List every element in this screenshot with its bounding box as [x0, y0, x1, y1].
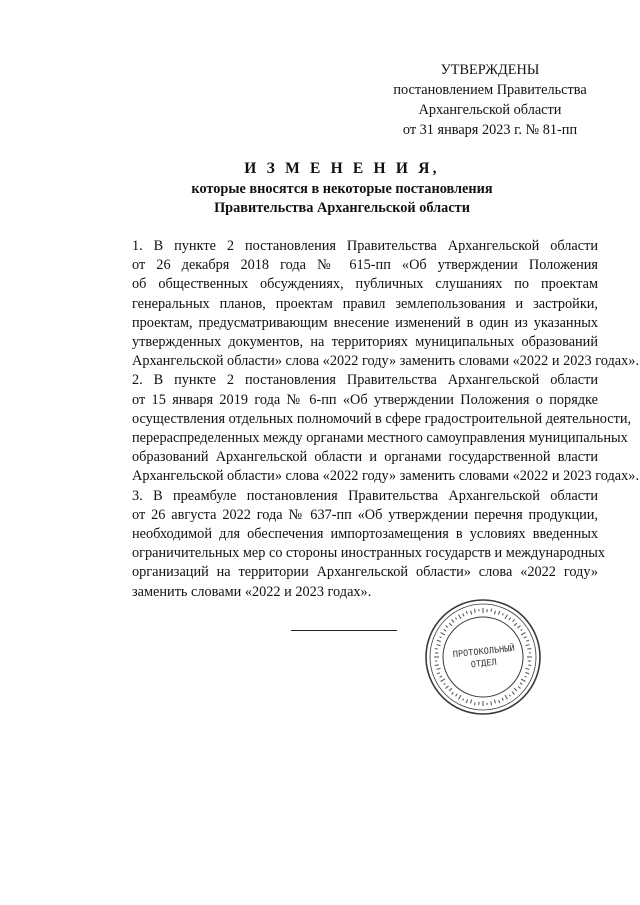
approval-heading: УТВЕРЖДЕНЫ	[440, 62, 540, 78]
stamp-ring-mark	[440, 676, 443, 677]
stamp-ring-mark	[456, 694, 458, 696]
stamp-ring-mark	[471, 611, 472, 615]
stamp-ring-mark	[441, 679, 445, 682]
stamp-ring-mark	[521, 633, 525, 636]
stamp-ring-mark	[514, 623, 517, 626]
stamp-ring-mark	[435, 649, 438, 650]
stamp-ring-mark	[498, 611, 499, 615]
text-line: от 15 января 2019 года № 6-пп «Об утверждении Положения о порядке	[132, 391, 598, 408]
stamp-ring-mark	[509, 695, 510, 697]
stamp-ring-mark	[459, 615, 462, 619]
text-line: Архангельской области» слова «2022 году» заменить словами «2022 и 2023 годах».	[132, 468, 640, 485]
stamp-ring-mark	[526, 668, 530, 669]
text-line: необходимой для обеспечения импортозамещения в условиях введенных	[132, 526, 598, 543]
stamp-ring-mark	[526, 640, 529, 641]
stamp-ring-mark	[444, 683, 446, 684]
text-line: Архангельской области» слова «2022 году» заменить словами «2022 и 2023 годах».	[132, 353, 640, 370]
stamp-seal-icon	[424, 598, 542, 716]
stamp-ring-mark	[514, 688, 517, 691]
stamp-center-line1: ПРОТОКОЛЬНЫЙ	[452, 643, 516, 661]
text-line: 1. В пункте 2 постановления Правительства Архангельской области	[132, 238, 598, 254]
stamp-ring-mark	[512, 692, 515, 695]
text-line: от 26 декабря 2018 года № 615-пп «Об утверждении Положения	[132, 257, 598, 274]
approval-line-region: Архангельской области	[418, 102, 562, 118]
stamp-ring-mark	[525, 676, 527, 677]
text-line: заменить словами «2022 и 2023 годах».	[132, 583, 372, 600]
stamp-ring-mark	[518, 626, 521, 629]
document-subtitle-line1: которые вносятся в некоторые постановления	[191, 181, 493, 197]
stamp-ring-mark	[526, 645, 530, 646]
text-line: образований Архангельской области и органами государственной власти	[132, 449, 598, 466]
paragraph-1	[90, 237, 640, 371]
stamp-ring-mark	[466, 611, 467, 614]
paragraph-3	[90, 487, 606, 602]
approval-line-resolution: постановлением Правительства	[393, 82, 587, 98]
stamp-ring-mark	[440, 637, 442, 638]
document-body	[90, 237, 640, 602]
stamp-ring-mark	[505, 695, 508, 699]
stamp-ring-mark	[502, 614, 503, 616]
stamp-ring-mark	[435, 665, 439, 666]
stamp-ring-mark	[463, 699, 464, 701]
stamp-ring-mark	[441, 633, 445, 636]
stamp-center-line2: ОТДЕЛ	[470, 657, 498, 671]
document-title: И З М Е Н Е Н И Я,	[244, 160, 440, 177]
text-line: 2. В пункте 2 постановления Правительства Архангельской области	[132, 372, 598, 389]
stamp-ring-mark	[513, 620, 515, 622]
stamp-ring-mark	[494, 700, 495, 704]
text-line: осуществления отдельных полномочий в сфере градостроительной деятельности,	[132, 410, 632, 427]
text-line: перераспределенных между органами местного самоуправления муниципальных	[132, 430, 628, 447]
stamp-ring-mark	[463, 614, 464, 617]
stamp-ring-mark	[528, 665, 531, 666]
text-line: проектам, предусматривающим внесение изменений в один из указанных	[132, 314, 598, 331]
stamp-ring-mark	[509, 618, 511, 620]
stamp-ring-mark	[452, 692, 454, 694]
stamp-ring-mark	[449, 623, 452, 626]
stamp-ring-mark	[459, 695, 462, 699]
stamp-ring-mark	[452, 620, 455, 623]
stamp-ring-mark	[437, 673, 440, 674]
stamp-ring-mark	[471, 700, 472, 704]
text-line: организаций на территории Архангельской области» слова «2022 году»	[132, 564, 598, 581]
stamp-ring-mark	[520, 683, 522, 685]
document-subtitle-line2: Правительства Архангельской области	[214, 200, 470, 216]
stamp-ring-mark	[518, 687, 520, 689]
approval-block	[370, 60, 610, 140]
text-line: утвержденных документов, на территориях муниципальных образований	[132, 334, 598, 351]
stamp-ring-mark	[491, 701, 492, 705]
stamp-ring-mark	[521, 630, 523, 631]
stamp-ring-mark	[437, 640, 441, 641]
stamp-ring-mark	[456, 618, 457, 620]
text-line: от 26 августа 2022 года № 637-пп «Об утверждении перечня продукции,	[132, 506, 598, 523]
approval-line-date: от 31 января 2023 г. № 81-пп	[402, 122, 578, 138]
protocol-department-stamp	[424, 598, 542, 716]
stamp-ring-mark	[494, 611, 495, 615]
stamp-ring-mark	[502, 698, 503, 701]
stamp-ring-mark	[491, 609, 492, 612]
text-line: ограничительных мер со стороны иностранных государств и международных	[132, 545, 606, 562]
stamp-ring-mark	[437, 645, 441, 646]
stamp-ring-mark	[521, 679, 525, 682]
stamp-ring-mark	[449, 688, 452, 691]
end-separator-line	[291, 630, 397, 631]
stamp-ring-mark	[446, 626, 448, 628]
stamp-ring-mark	[505, 615, 508, 619]
stamp-ring-mark	[475, 609, 476, 613]
document-title-block	[80, 158, 604, 218]
stamp-ring-mark	[527, 649, 531, 650]
stamp-ring-mark	[446, 686, 449, 689]
stamp-ring-mark	[524, 637, 527, 638]
stamp-ring-mark	[437, 668, 441, 669]
stamp-ring-mark	[444, 630, 446, 632]
text-line: генеральных планов, проектам правил землепользования и застройки,	[132, 295, 598, 312]
paragraph-2	[90, 371, 640, 486]
stamp-ring-mark	[466, 699, 467, 703]
text-line: 3. В преамбуле постановления Правительства Архангельской области	[132, 487, 598, 504]
text-line: об общественных обсуждениях, публичных слушаниях по проектам	[132, 276, 598, 293]
stamp-ring-mark	[475, 702, 476, 705]
stamp-ring-mark	[499, 700, 500, 703]
stamp-ring-mark	[525, 672, 529, 673]
